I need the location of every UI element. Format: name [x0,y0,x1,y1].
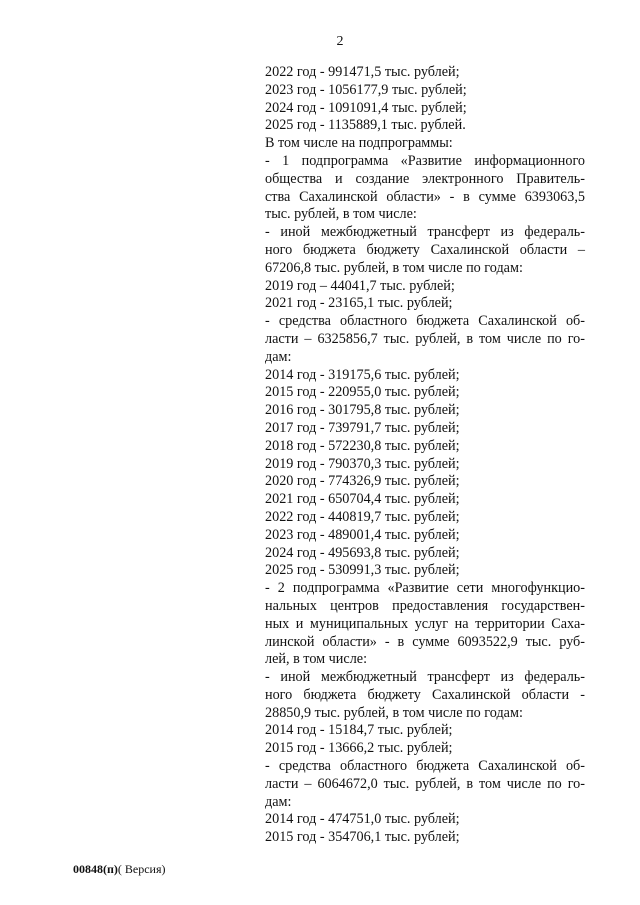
text-line: - иной межбюджетный трансферт из федераль- [265,669,585,686]
document-version: ( Версия) [117,862,166,876]
text-line: линской области» - в сумме 6093522,9 тыс. руб- [265,633,585,650]
text-line: 2025 год - 1135889,1 тыс. рублей. [265,117,466,134]
text-line: 2019 год - 790370,3 тыс. рублей; [265,455,460,472]
text-line: В том числе на подпрограммы: [265,135,453,152]
text-line: 2019 год – 44041,7 тыс. рублей; [265,277,455,294]
text-line: 2023 год - 1056177,9 тыс. рублей; [265,81,467,98]
text-line: - 2 подпрограмма «Развитие сети многофункцио- [265,580,585,597]
text-line: 2016 год - 301795,8 тыс. рублей; [265,402,460,419]
text-line: - средства областного бюджета Сахалинской об- [265,758,585,775]
text-line: 2018 год - 572230,8 тыс. рублей; [265,437,460,454]
text-line: нальных центров предоставления государствен- [265,597,585,614]
text-line: 28850,9 тыс. рублей, в том числе по годам: [265,704,523,721]
text-line: общества и создание электронного Правитель- [265,170,585,187]
text-line: 2015 год - 220955,0 тыс. рублей; [265,384,460,401]
document-footer [73,862,166,877]
text-line: - 1 подпрограмма «Развитие информационного [265,152,585,169]
document-code: 00848(п) [73,862,118,876]
text-line: лей, в том числе: [265,651,368,668]
text-line: ных и муниципальных услуг на территории Саха- [265,615,585,632]
text-line: 2020 год - 774326,9 тыс. рублей; [265,473,460,490]
text-line: 67206,8 тыс. рублей, в том числе по годам: [265,259,523,276]
text-line: ного бюджета бюджету Сахалинской области – [265,241,585,258]
document-body [265,64,585,847]
text-line: дам: [265,793,292,810]
text-line: ства Сахалинской области» - в сумме 6393063,5 [265,188,585,205]
text-line: тыс. рублей, в том числе: [265,206,417,223]
text-line: 2014 год - 319175,6 тыс. рублей; [265,366,460,383]
text-line: ного бюджета бюджету Сахалинской области - [265,686,585,703]
text-line: 2022 год - 440819,7 тыс. рублей; [265,508,460,525]
text-line: 2021 год - 23165,1 тыс. рублей; [265,295,453,312]
text-line: ласти – 6325856,7 тыс. рублей, в том числе по го- [265,330,585,347]
text-line: 2022 год - 991471,5 тыс. рублей; [265,64,460,80]
page-number: 2 [336,34,344,49]
text-line: 2024 год - 1091091,4 тыс. рублей; [265,99,467,116]
text-line: - средства областного бюджета Сахалинской об- [265,313,585,330]
text-line: 2014 год - 474751,0 тыс. рублей; [265,811,460,828]
text-line: 2015 год - 13666,2 тыс. рублей; [265,740,453,757]
text-line: 2014 год - 15184,7 тыс. рублей; [265,722,453,739]
text-line: 2017 год - 739791,7 тыс. рублей; [265,419,460,436]
text-line: - иной межбюджетный трансферт из федераль- [265,224,585,241]
text-line: ласти – 6064672,0 тыс. рублей, в том числе по го- [265,775,585,792]
text-line: дам: [265,348,292,365]
text-line: 2024 год - 495693,8 тыс. рублей; [265,544,460,561]
text-line: 2023 год - 489001,4 тыс. рублей; [265,526,460,543]
text-line: 2015 год - 354706,1 тыс. рублей; [265,829,460,846]
text-line: 2025 год - 530991,3 тыс. рублей; [265,562,460,579]
text-line: 2021 год - 650704,4 тыс. рублей; [265,491,460,508]
